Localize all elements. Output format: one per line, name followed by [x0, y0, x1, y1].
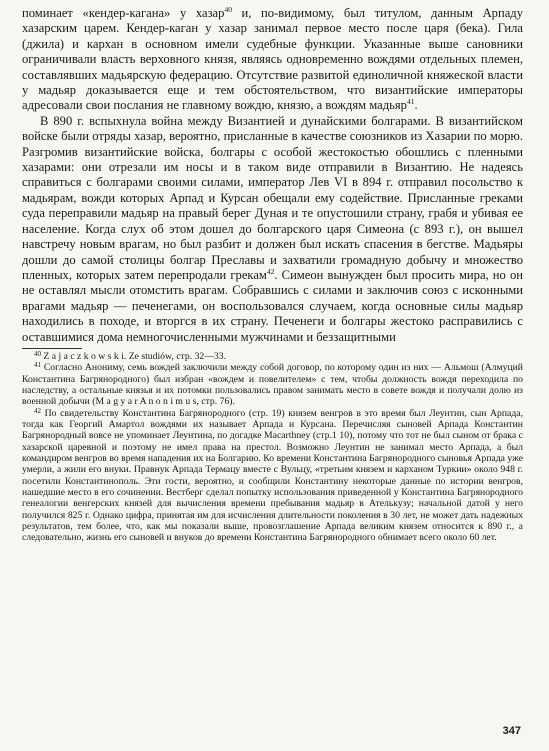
footnotes: [22, 351, 523, 544]
paragraph-2-part-b: . Симеон вынужден был просить мира, но он не оставлял мысли отомстить врагам. Собравшись с силами и заключив союз с исконными врагами мадьяр — печенегами, он воспользовался случаем, когда основные силы мадьяр находились в походе, и вторгся в их страну. Печенеги и болгары жестоко расправились с оставшимися дома немногочисленными мужчинами и беззащитными: [22, 267, 523, 344]
main-text: [22, 6, 523, 345]
footnote-42: [22, 408, 523, 544]
footnote-ref-41: 41: [406, 97, 415, 107]
footnote-ref-42: 42: [266, 266, 275, 276]
footnote-41-text-b: , стр. 76).: [196, 396, 235, 408]
footnote-40-number: 40: [34, 349, 41, 358]
page-number: 347: [502, 725, 521, 737]
footnote-divider: [22, 348, 82, 349]
paragraph-1-part-b: и, по-видимому, был титулом, данным Арпаду хазарским царем. Кендер-каган у хазар занимал первое место после царя (бека). Гила (джила) и кархан в основном имели судебные функции. Указанные выше сановники ограничивали власть верховного князя, являясь одновременно вождями отдельных племен, составлявших мадьярскую федерацию. Отсутствие развитой единоличной княжеской власти у мадьяр доказывается еще и тем обстоятельством, что византийские императоры адресовали свои послания не главному вождю, князю, а вождям мадьяр: [22, 6, 523, 113]
footnote-ref-40: 40: [224, 5, 232, 14]
paragraph-2-part-a: В 890 г. вспыхнула война между Византией и дунайскими болгарами. В византийском войске были отряды хазар, вероятно, присланные в качестве союзников из Хазарии по морю. Разгромив византийские войска, болгары с особой жестокостью обошлись с пленными хазарами: они отрезали им носы и в таком виде отправили в Византию. Не надеясь справиться с болгарами своими силами, император Лев VI в 894 г. отправил посольство к мадьярам, вожди которых Арпад и Курсан обещали ему содействие. Присланные греками суда переправили мадьяр на правый берег Дуная и те опустошили страну, грабя и убивая ее население. Когда слух об этом дошел до болгарского царя Симеона (с 893 г.), он вышел навстречу новым врагам, но был разбит и должен был искать спасения в бегстве. Мадьяры дошли до самой столицы болгар Преславы и захватили громадную добычу и множество пленных, которых затем перепродали грекам: [22, 113, 523, 282]
footnote-41: [22, 362, 523, 407]
paragraph-2: [22, 114, 523, 345]
footnote-40-author: Z a j a c z k o w s k i.: [43, 350, 127, 362]
footnote-40-text: Ze studiów, стр. 32—33.: [126, 350, 227, 362]
paragraph-1-part-a: поминает «кендер-кагана» у хазар: [22, 6, 225, 20]
footnote-41-number: 41: [34, 361, 41, 370]
footnote-40: [22, 351, 523, 362]
footnote-41-text-a: Согласно Анониму, семь вождей заключили между собой договор, по которому один из них — Альмош (Алмуций Константина Багрянородного) был избран «вождем и повелителем» с тем, чтобы должность вождя переходила по наследству, а остальные князья и их потомки пользовались правом занимать место в совете вождя и получали долю из военной добычи (: [22, 362, 523, 408]
footnote-42-number: 42: [34, 406, 41, 415]
paragraph-1: [22, 6, 523, 114]
paragraph-1-part-c: .: [414, 98, 418, 113]
footnote-41-source: M a g y a r A n o n i m u s: [95, 396, 197, 408]
footnote-42-text: По свидетельству Константина Багрянородного (стр. 19) князем венгров в это время был Леунтин, сын Арпада, тогда как Георгий Амартол вождями их называет Арпада и Курсана. Перечисляя сыновей Арпада Константин Багрянородный вовсе не упоминает Леунтина, по догадке Macarthney (стр.1 10), потому что тот не был сыном от брака с хазарской царевной и поэтому не имел права на престол. Возможно Леунтин не занимал место Арпада, а был командиром венгров во время нападения их на Болгарию. Ко времени Константина Багрянородного сыновья Арпада уже умерли, а жили его внуки. Правнук Арпада Термацу вместе с Вульцу, «третьим князем и карханом Туркии» около 948 г. посетили Константинополь. Эти гости, вероятно, и сообщили Константину некоторые данные по истории венгров, нашедшие место в его сочинении. Вестберг сделал попытку использования приведенной у Константина Багрянородного генеалогии венгерских князей для вычисления времени пребывания мадьяр в Ателькузу; начальной датой у него получился 825 г. Однако цифра, принятая им для исчисления длительности поколения в 30 лет, не может дать надежных результатов, тем более, что, как мы показали выше, провозглашение Арпада великим князем относится к 890 г., а следовательно, жизнь его сыновей и внуков до времени Константина Багрянородного обнимает всего около 60 лет.: [22, 407, 523, 544]
